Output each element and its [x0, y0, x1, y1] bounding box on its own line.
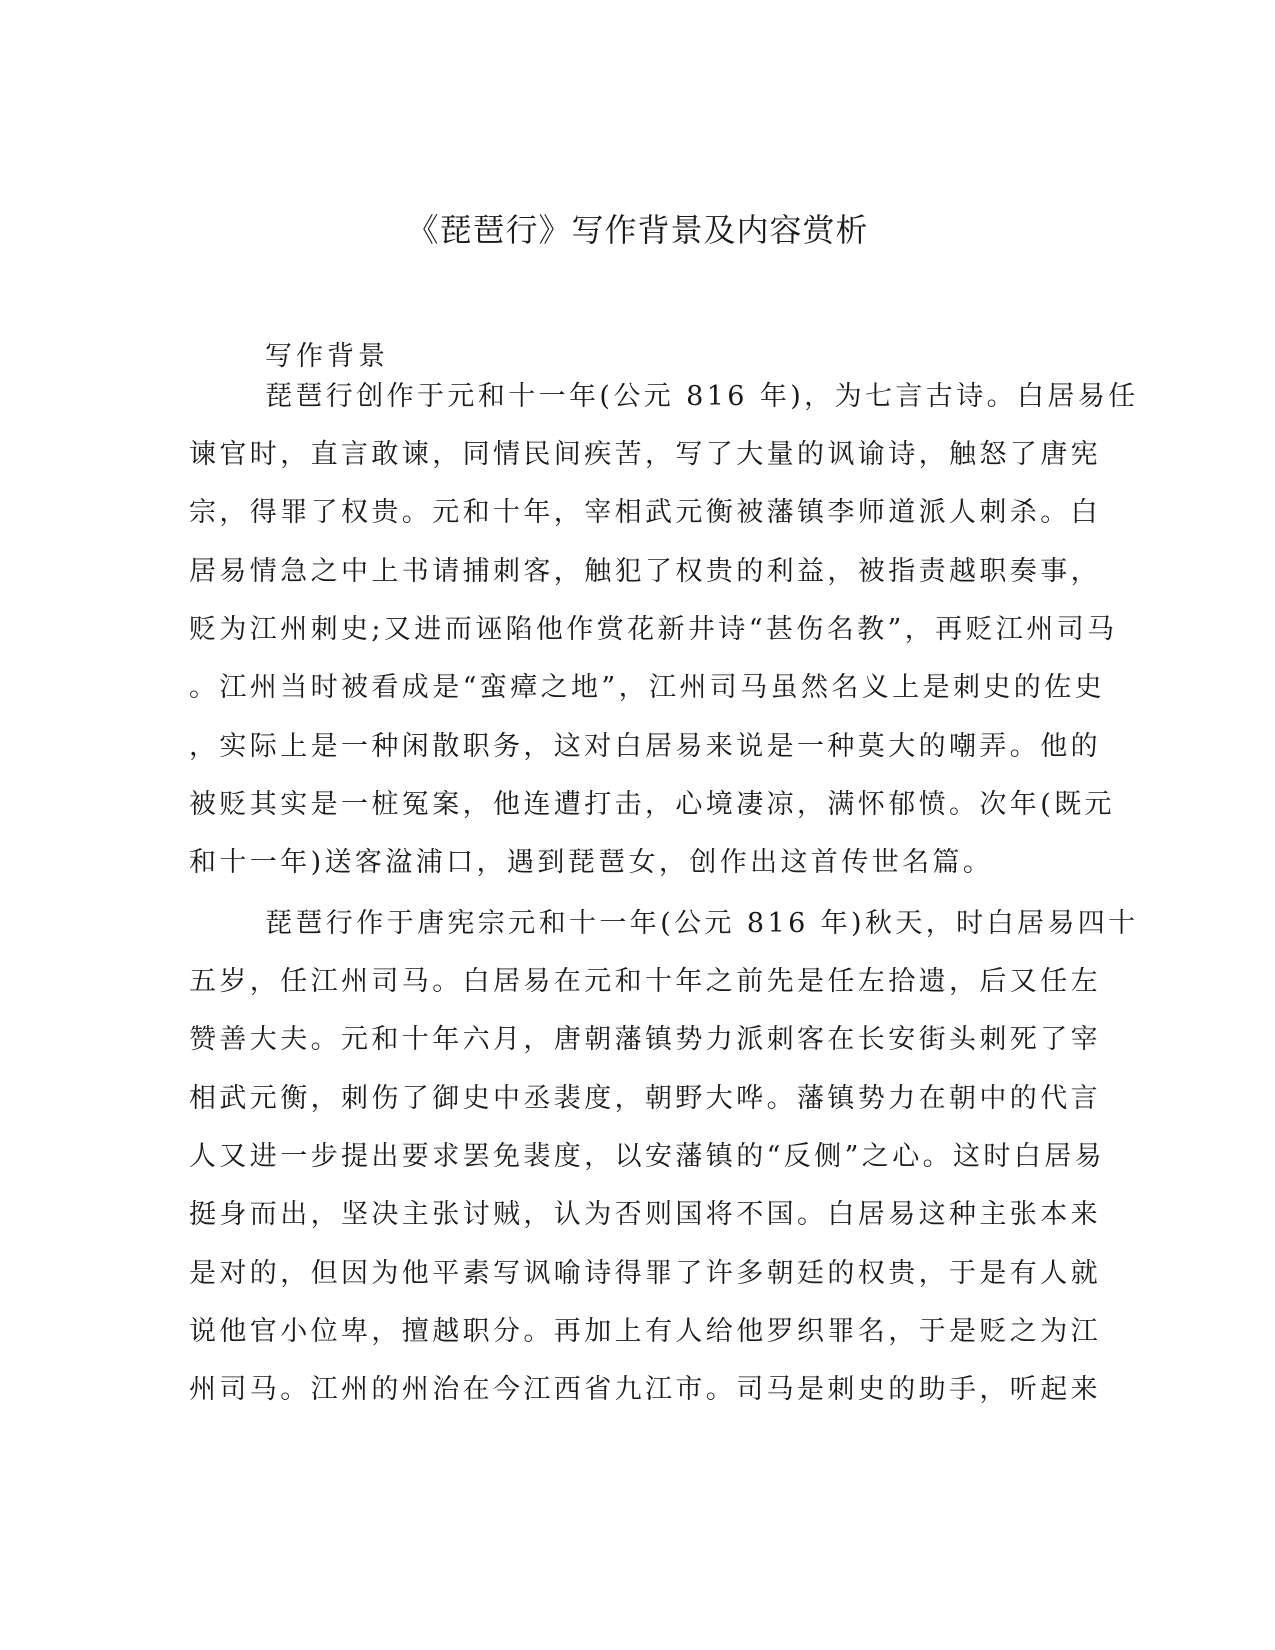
paragraph-line: 宗，得罪了权贵。元和十年，宰相武元衡被藩镇李师道派人刺杀。白: [189, 497, 1101, 528]
section-heading: 写作背景: [265, 341, 389, 372]
paragraph-line: 贬为江州刺史;又进而诬陷他作赏花新井诗“甚伤名教”，再贬江州司马: [189, 614, 1118, 645]
paragraph-line: 州司马。江州的州治在今江西省九江市。司马是刺史的助手，听起来: [189, 1374, 1101, 1405]
paragraph-line: 被贬其实是一桩冤案，他连遭打击，心境凄凉，满怀郁愤。次年(既元: [189, 789, 1115, 820]
paragraph-line: 谏官时，直言敢谏，同情民间疾苦，写了大量的讽谕诗，触怒了唐宪: [189, 439, 1101, 470]
paragraph-line: 居易情急之中上书请捕刺客，触犯了权贵的利益，被指责越职奏事，: [189, 556, 1101, 587]
paragraph-line: 琵琶行作于唐宪宗元和十一年(公元 816 年)秋天，时白居易四十: [265, 908, 1139, 939]
paragraph-line: 相武元衡，刺伤了御史中丞裴度，朝野大哗。藩镇势力在朝中的代言: [189, 1083, 1101, 1114]
paragraph-line: 琵琶行创作于元和十一年(公元 816 年)，为七言古诗。白居易任: [265, 381, 1139, 412]
paragraph-line: 。江州当时被看成是“蛮瘴之地”，江州司马虽然名义上是刺史的佐史: [189, 672, 1106, 703]
paragraph-line: 和十一年)送客湓浦口，遇到琵琶女，创作出这首传世名篇。: [189, 847, 994, 878]
paragraph-line: 挺身而出，坚决主张讨贼，认为否则国将不国。白居易这种主张本来: [189, 1199, 1101, 1230]
paragraph-line: 五岁，任江州司马。白居易在元和十年之前先是任左拾遗，后又任左: [189, 966, 1101, 997]
paragraph-line: 人又进一步提出要求罢免裴度，以安藩镇的“反侧”之心。这时白居易: [189, 1141, 1106, 1172]
paragraph-line: ，实际上是一种闲散职务，这对白居易来说是一种莫大的嘲弄。他的: [189, 731, 1101, 762]
document-title: 《琵琶行》写作背景及内容赏析: [406, 211, 869, 249]
paragraph-line: 说他官小位卑，擅越职分。再加上有人给他罗织罪名，于是贬之为江: [189, 1316, 1101, 1347]
paragraph-line: 是对的，但因为他平素写讽喻诗得罪了许多朝廷的权贵，于是有人就: [189, 1258, 1101, 1289]
paragraph-line: 赞善大夫。元和十年六月，唐朝藩镇势力派刺客在长安街头刺死了宰: [189, 1024, 1101, 1055]
